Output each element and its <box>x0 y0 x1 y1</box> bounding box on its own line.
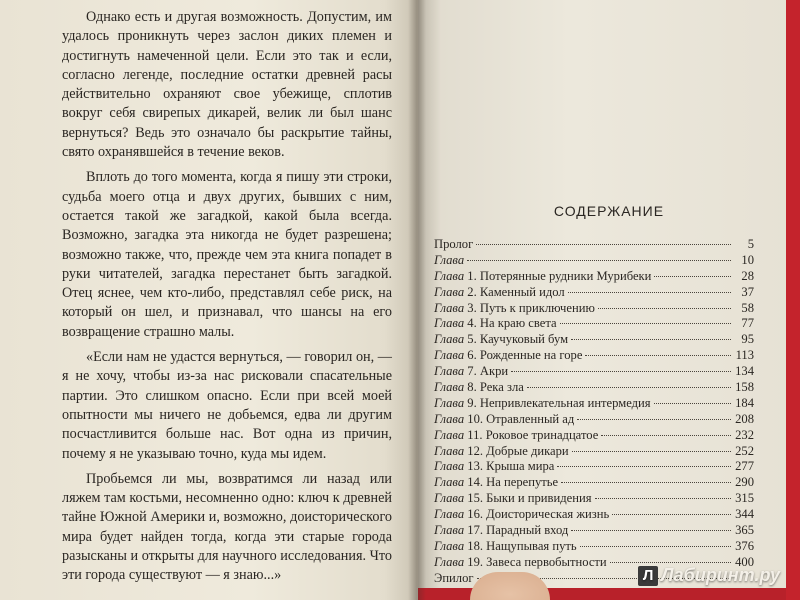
toc-entry-title: 12. Добрые дикари <box>467 443 569 458</box>
paragraph: «Если нам не удастся вернуться, — говорил он, — я не хочу, чтобы из-за нас рисковали спасательные партии. Это слишком опасно. Если при всей моей опытности мы ничего не добьемся, едва ли другим посчастливится больше нас. Вот одна из причин, почему я не указываю точно, куда мы идем. <box>62 349 392 462</box>
toc-entry-label <box>434 491 592 506</box>
finger <box>470 572 550 600</box>
toc-page-number: 184 <box>735 395 754 410</box>
paragraph: Однако есть и другая возможность. Допустим, им удалось проникнуть через заслон диких племен и достигнуть намеченной цели. Если это так и если, согласно легенде, последние остатки древней расы действительно охраняют свое убежище, сплотив вокруг себя свирепых дикарей, велик ли был шанс вернуться? Ведь это означало бы раскрытие тайны, свято охранявшейся в течение веков. <box>62 9 392 161</box>
toc-leader-dots <box>585 355 731 356</box>
toc-entry-title: 15. Быки и привидения <box>467 491 592 506</box>
toc-leader-dots <box>568 292 731 293</box>
toc-chapter-word: Глава <box>434 491 465 506</box>
toc-leader-dots <box>610 562 731 563</box>
toc-page-number: 290 <box>735 475 754 490</box>
toc-entry-title: 13. Крыша мира <box>467 459 555 474</box>
toc-entry <box>434 396 754 412</box>
toc-entry-title: Эпилог <box>434 570 474 585</box>
toc-entry <box>434 475 754 491</box>
toc-entry-label <box>434 507 609 522</box>
toc-entry-label <box>434 237 473 252</box>
toc-entry <box>434 316 754 332</box>
toc-entry-title: 11. Роковое тринадцатое <box>467 427 599 442</box>
toc-entry-label <box>434 428 598 443</box>
paragraph: Пробьемся ли мы, возвратимся ли назад или ляжем там костьми, несомненно одно: ключ к древней тайне Южной Америки и, возможно, доисторического мира будет найден тогда, когда эти старые города разысканы и открыты для научного исследования. Что эти города существуют — я знаю...» <box>62 470 392 584</box>
toc-entry-title: 3. Путь к приключению <box>467 300 595 315</box>
paragraph: Вплоть до того момента, когда я пишу эти строки, судьба моего отца и двух других, бывших с ним, остается такой же загадкой, какой была всегда. Возможно, загадка эта никогда не будет разрешена; возможно также, что, прежде чем эта книга попадет в руки читателей, загадка перестанет быть загадкой. Отец яснее, чем кто-либо, представлял себе риск, на который он шел, и признавал, что шансы на его возвращение страшно малы. <box>62 169 392 340</box>
toc-entry <box>434 523 754 539</box>
toc-entry-title: 6. Рожденные на горе <box>467 348 583 363</box>
toc-entry <box>434 428 754 444</box>
toc-leader-dots <box>572 451 731 452</box>
toc-entry-label <box>434 380 524 395</box>
toc-entry-label <box>434 459 554 474</box>
toc-chapter-word: Глава <box>434 507 465 522</box>
toc-entry-label <box>434 269 651 284</box>
toc-chapter-word: Глава <box>434 252 465 267</box>
toc-entry <box>434 412 754 428</box>
toc-entry-title: 8. Река зла <box>467 380 524 395</box>
toc-entry-title: 1. Потерянные рудники Мурибеки <box>467 268 652 283</box>
toc-entry-title: 18. Нащупывая путь <box>467 538 577 553</box>
toc-chapter-word: Глава <box>434 268 465 283</box>
labirint-logo-icon: Л <box>638 566 658 586</box>
toc-entry-title: 14. На перепутье <box>467 475 559 490</box>
toc-entry <box>434 348 754 364</box>
toc-entry-title: 4. На краю света <box>467 316 557 331</box>
toc-leader-dots <box>557 466 731 467</box>
toc-entry-label <box>434 571 474 586</box>
toc-entry-label <box>434 444 569 459</box>
left-page-text <box>62 8 392 592</box>
labirint-logo <box>638 565 780 586</box>
toc-chapter-word: Глава <box>434 411 465 426</box>
toc-chapter-word: Глава <box>434 538 465 553</box>
toc-entry <box>434 507 754 523</box>
toc-entry-title: 19. Завеса первобытности <box>467 554 607 569</box>
toc-entry-label <box>434 301 595 316</box>
toc-page-number: 158 <box>735 380 754 395</box>
toc-entry-title: 5. Каучуковый бум <box>467 332 569 347</box>
toc-leader-dots <box>654 403 731 404</box>
toc-entry-label <box>434 555 607 570</box>
toc-entry <box>434 237 754 253</box>
toc-leader-dots <box>595 498 732 499</box>
toc-chapter-word: Глава <box>434 364 465 379</box>
toc-chapter-word: Глава <box>434 475 465 490</box>
toc-entry-label <box>434 348 582 363</box>
toc-entry <box>434 444 754 460</box>
toc-chapter-word: Глава <box>434 380 465 395</box>
toc-entry <box>434 253 754 269</box>
toc-leader-dots <box>511 371 731 372</box>
toc-chapter-word: Глава <box>434 427 465 442</box>
toc-chapter-word: Глава <box>434 443 465 458</box>
toc-entry <box>434 364 754 380</box>
toc-page-number: 232 <box>735 427 754 442</box>
toc-entry <box>434 285 754 301</box>
toc-leader-dots <box>612 514 731 515</box>
labirint-logo-text: Лабиринт.ру <box>661 565 780 585</box>
toc-entry-label <box>434 364 508 379</box>
toc-chapter-word: Глава <box>434 332 465 347</box>
toc-entry-label <box>434 316 557 331</box>
toc-chapter-word: Глава <box>434 300 465 315</box>
toc-entry-label <box>434 332 568 347</box>
toc-entry-label <box>434 412 574 427</box>
red-cover-edge <box>786 0 800 600</box>
toc-chapter-word: Глава <box>434 395 465 410</box>
toc-page-number: 58 <box>741 300 754 315</box>
table-of-contents <box>434 237 754 587</box>
toc-page-number: 95 <box>741 332 754 347</box>
toc-entry-label <box>434 475 558 490</box>
toc-chapter-word: Глава <box>434 523 465 538</box>
toc-page-number: 113 <box>735 348 754 363</box>
toc-page-number: 277 <box>735 459 754 474</box>
toc-chapter-word: Глава <box>434 348 465 363</box>
book-gutter <box>408 0 426 600</box>
toc-entry-title: Пролог <box>434 237 474 251</box>
toc-entry-label <box>434 253 464 268</box>
toc-entry <box>434 491 754 507</box>
toc-leader-dots <box>527 387 731 388</box>
toc-entry-title: 17. Парадный вход <box>467 523 569 538</box>
toc-page-number: 77 <box>741 316 754 331</box>
toc-entry-label <box>434 523 568 538</box>
toc-leader-dots <box>560 323 731 324</box>
toc-leader-dots <box>580 546 731 547</box>
toc-entry-label <box>434 539 577 554</box>
toc-title: СОДЕРЖАНИЕ <box>553 203 665 219</box>
toc-page-number: 208 <box>735 411 754 426</box>
toc-page-number: 10 <box>741 252 754 267</box>
toc-entry <box>434 269 754 285</box>
toc-entry <box>434 539 754 555</box>
toc-leader-dots <box>561 482 731 483</box>
toc-entry-label <box>434 396 651 411</box>
toc-page-number: 376 <box>735 538 754 553</box>
toc-leader-dots <box>577 419 731 420</box>
toc-chapter-word: Глава <box>434 316 465 331</box>
toc-page-number: 315 <box>735 491 754 506</box>
toc-page-number: 344 <box>735 507 754 522</box>
toc-entry <box>434 301 754 317</box>
toc-entry-title: 2. Каменный идол <box>467 284 565 299</box>
toc-chapter-word: Глава <box>434 554 465 569</box>
toc-page-number: 28 <box>741 268 754 283</box>
toc-entry-title: 16. Доисторическая жизнь <box>467 507 610 522</box>
toc-entry-title: 7. Акри <box>467 364 509 379</box>
toc-entry <box>434 332 754 348</box>
toc-leader-dots <box>571 530 731 531</box>
toc-leader-dots <box>476 244 731 245</box>
toc-chapter-word: Глава <box>434 459 465 474</box>
toc-page-number: 365 <box>735 523 754 538</box>
toc-page-number: 5 <box>747 237 754 251</box>
toc-entry-title: 10. Отравленный ад <box>467 411 575 426</box>
toc-leader-dots <box>467 260 731 261</box>
toc-leader-dots <box>598 308 731 309</box>
toc-page-number: 37 <box>741 284 754 299</box>
toc-entry-label <box>434 285 565 300</box>
toc-chapter-word: Глава <box>434 284 465 299</box>
toc-page-number: 400 <box>735 554 754 569</box>
toc-leader-dots <box>601 435 731 436</box>
toc-entry <box>434 380 754 396</box>
toc-leader-dots <box>571 339 731 340</box>
toc-page-number: 134 <box>735 364 754 379</box>
toc-leader-dots <box>654 276 731 277</box>
toc-entry-title: 9. Непривлекательная интермедия <box>467 395 651 410</box>
toc-page-number: 252 <box>735 443 754 458</box>
toc-entry <box>434 459 754 475</box>
